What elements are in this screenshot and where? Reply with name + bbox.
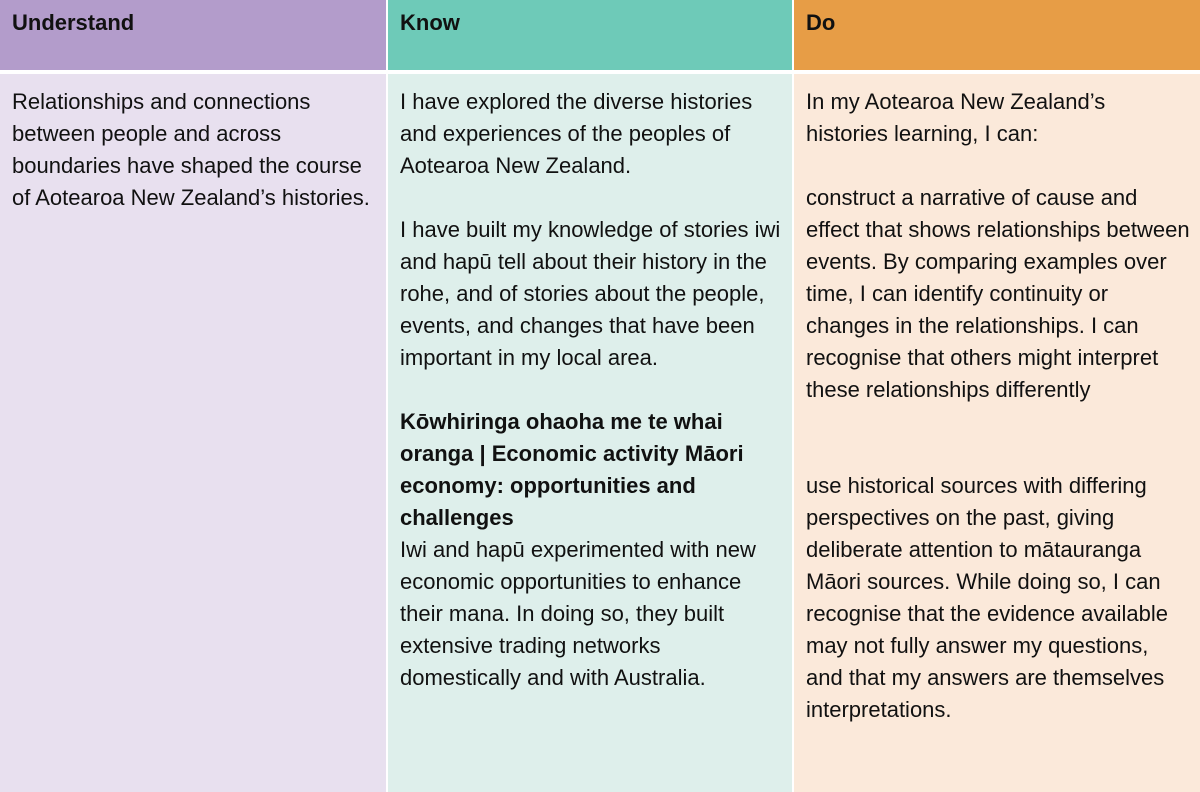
do-intro: In my Aotearoa New Zealand’s histories learning, I can: (806, 89, 1106, 146)
know-paragraph-1: I have explored the diverse histories and experiences of the peoples of Aotearoa New Zealand. (400, 89, 753, 178)
do-paragraph-1: construct a narrative of cause and effect that shows relationships between events. By comparing examples over time, I can identify continuity or changes in the relationships. I can recognise that others might interpret these relationships differently (806, 185, 1190, 402)
understand-text: Relationships and connections between people and across boundaries have shaped the course of Aotearoa New Zealand’s histories. (12, 89, 370, 210)
know-paragraph-3: Iwi and hapū experimented with new economic opportunities to enhance their mana. In doing so, they built extensive trading networks domestically and with Australia. (400, 537, 756, 690)
understand-cell (0, 74, 386, 792)
do-cell (794, 74, 1200, 792)
header-understand-label: Understand (12, 10, 135, 35)
know-paragraph-2: I have built my knowledge of stories iwi and hapū tell about their history in the rohe, and of stories about the people, events, and changes that have been important in my local area. (400, 217, 781, 370)
know-heading: Kōwhiringa ohaoha me te whai oranga | Economic activity Māori economy: opportunities and challenges (400, 409, 744, 530)
do-paragraph-2: use historical sources with differing perspectives on the past, giving deliberate attention to mātauranga Māori sources. While doing so, I can recognise that the evidence available may not fully answer my questions, and that my answers are themselves interpretations. (806, 473, 1169, 722)
header-know-label: Know (400, 10, 460, 35)
header-know (388, 0, 792, 70)
know-cell (388, 74, 792, 792)
header-do-label: Do (806, 10, 836, 35)
header-understand (0, 0, 386, 70)
header-do (794, 0, 1200, 70)
